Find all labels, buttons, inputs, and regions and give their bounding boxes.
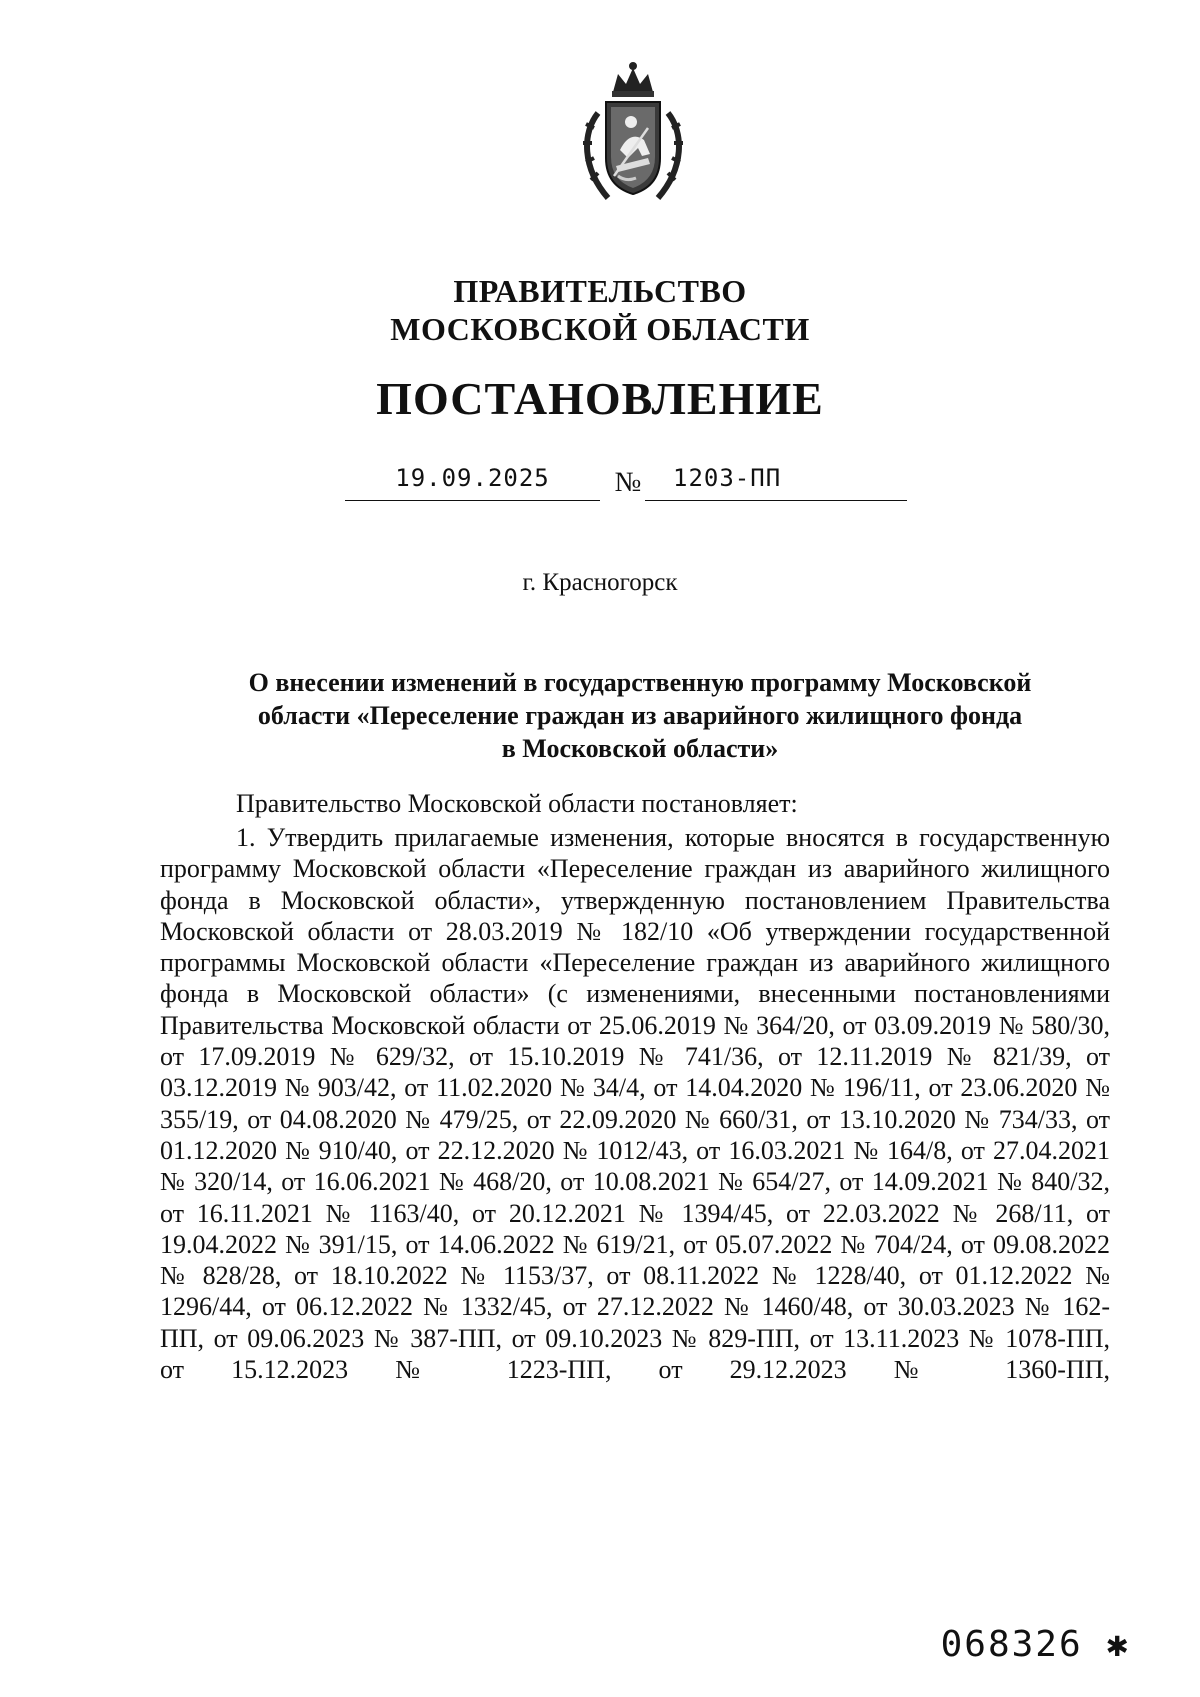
document-date: 19.09.2025 [345, 462, 600, 501]
organization-name [300, 272, 900, 348]
coat-of-arms-icon [568, 58, 698, 208]
place-of-issue: г. Красногорск [522, 569, 678, 596]
document-title [200, 666, 1080, 765]
resolution-intro: Правительство Московской области постановляет: [236, 789, 798, 818]
paragraph-1: 1. Утвердить прилагаемые изменения, которые вносятся в государственную программу Московской области «Переселение граждан из аварийного жилищного фонда в Московской области», утвержденную постановлением Правительства Московской области от 28.03.2019 № 182/10 «Об утверждении государственной программы Московской области «Переселение граждан из аварийного жилищного фонда в Московской области» (с изменениями, внесенными постановлениями Правительства Московской области от 25.06.2019 № 364/20, от 03.09.2019 № 580/30, от 17.09.2019 № 629/32, от 15.10.2019 № 741/36, от 12.11.2019 № 821/39, от 03.12.2019 № 903/42, от 11.02.2020 № 34/4, от 14.04.2020 № 196/11, от 23.06.2020 № 355/19, от 04.08.2020 № 479/25, от 22.09.2020 № 660/31, от 13.10.2020 № 734/33, от 01.12.2020 № 910/40, от 22.12.2020 № 1012/43, от 16.03.2021 № 164/8, от 27.04.2021 № 320/14, от 16.06.2021 № 468/20, от 10.08.2021 № 654/27, от 14.09.2021 № 840/32, от 16.11.2021 № 1163/40, от 20.12.2021 № 1394/45, от 22.03.2022 № 268/11, от 19.04.2022 № 391/15, от 14.06.2022 № 619/21, от 05.07.2022 № 704/24, от 09.08.2022 № 828/28, от 18.10.2022 № 1153/37, от 08.11.2022 № 1228/40, от 01.12.2022 № 1296/44, от 06.12.2022 № 1332/45, от 27.12.2022 № 1460/48, от 30.03.2023 № 162-ПП, от 09.06.2023 № 387-ПП, от 09.10.2023 № 829-ПП, от 13.11.2023 № 1078-ПП, от 15.12.2023 № 1223-ПП, от 29.12.2023 № 1360-ПП, [160, 823, 1110, 1385]
title-line-2: области «Переселение граждан из аварийного жилищного фонда [257, 701, 1023, 730]
title-line-3: в Московской области» [501, 734, 779, 763]
serial-number: 068326 ✱ [940, 1624, 1130, 1665]
title-line-1: О внесении изменений в государственную программу Московской [248, 668, 1032, 697]
number-sign: № [614, 467, 642, 498]
document-number: 1203-ПП [645, 462, 907, 501]
org-line-1: ПРАВИТЕЛЬСТВО [453, 273, 747, 309]
document-type: ПОСТАНОВЛЕНИЕ [376, 373, 824, 424]
org-line-2: МОСКОВСКОЙ ОБЛАСТИ [390, 311, 810, 347]
